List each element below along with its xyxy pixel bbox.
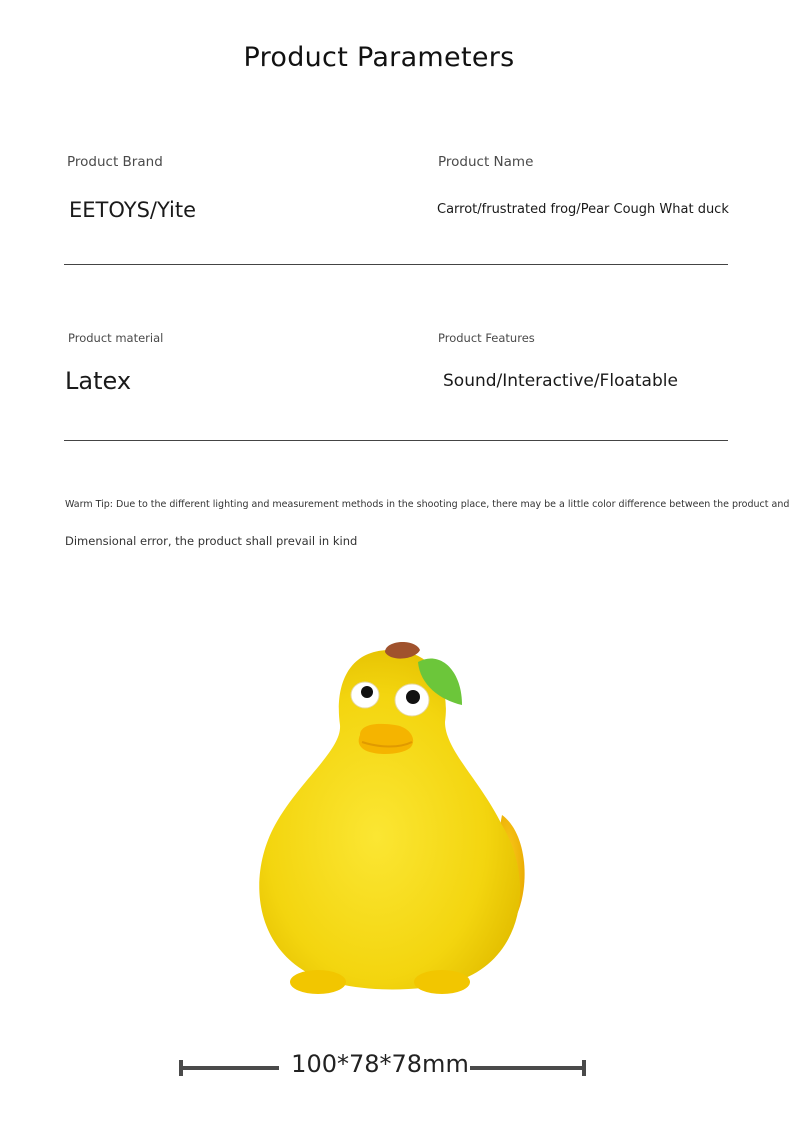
brand-value: EETOYS/Yite <box>69 198 197 222</box>
name-value: Carrot/frustrated frog/Pear Cough What duck <box>437 202 729 217</box>
material-label: Product material <box>68 331 164 345</box>
material-value: Latex <box>65 367 132 395</box>
product-image <box>240 630 540 1010</box>
features-value: Sound/Interactive/Floatable <box>443 371 678 391</box>
pear-body <box>259 650 520 990</box>
divider-row-2 <box>64 440 728 441</box>
divider-row-1 <box>64 264 728 265</box>
brand-label: Product Brand <box>67 154 163 170</box>
left-foot <box>290 970 346 994</box>
dimension-cap-right <box>582 1060 586 1076</box>
features-label: Product Features <box>438 331 535 345</box>
warm-tip-line-1: Warm Tip: Due to the different lighting and measurement methods in the shooting place, there may be a little color difference between the product and <box>65 499 790 510</box>
dimension-line-left <box>181 1066 279 1070</box>
dimension-text: 100*78*78mm <box>291 1050 469 1078</box>
dimension-line-right <box>470 1066 584 1070</box>
page-title: Product Parameters <box>243 42 515 73</box>
right-foot <box>414 970 470 994</box>
name-label: Product Name <box>438 154 534 170</box>
warm-tip-line-2: Dimensional error, the product shall prevail in kind <box>65 534 358 548</box>
